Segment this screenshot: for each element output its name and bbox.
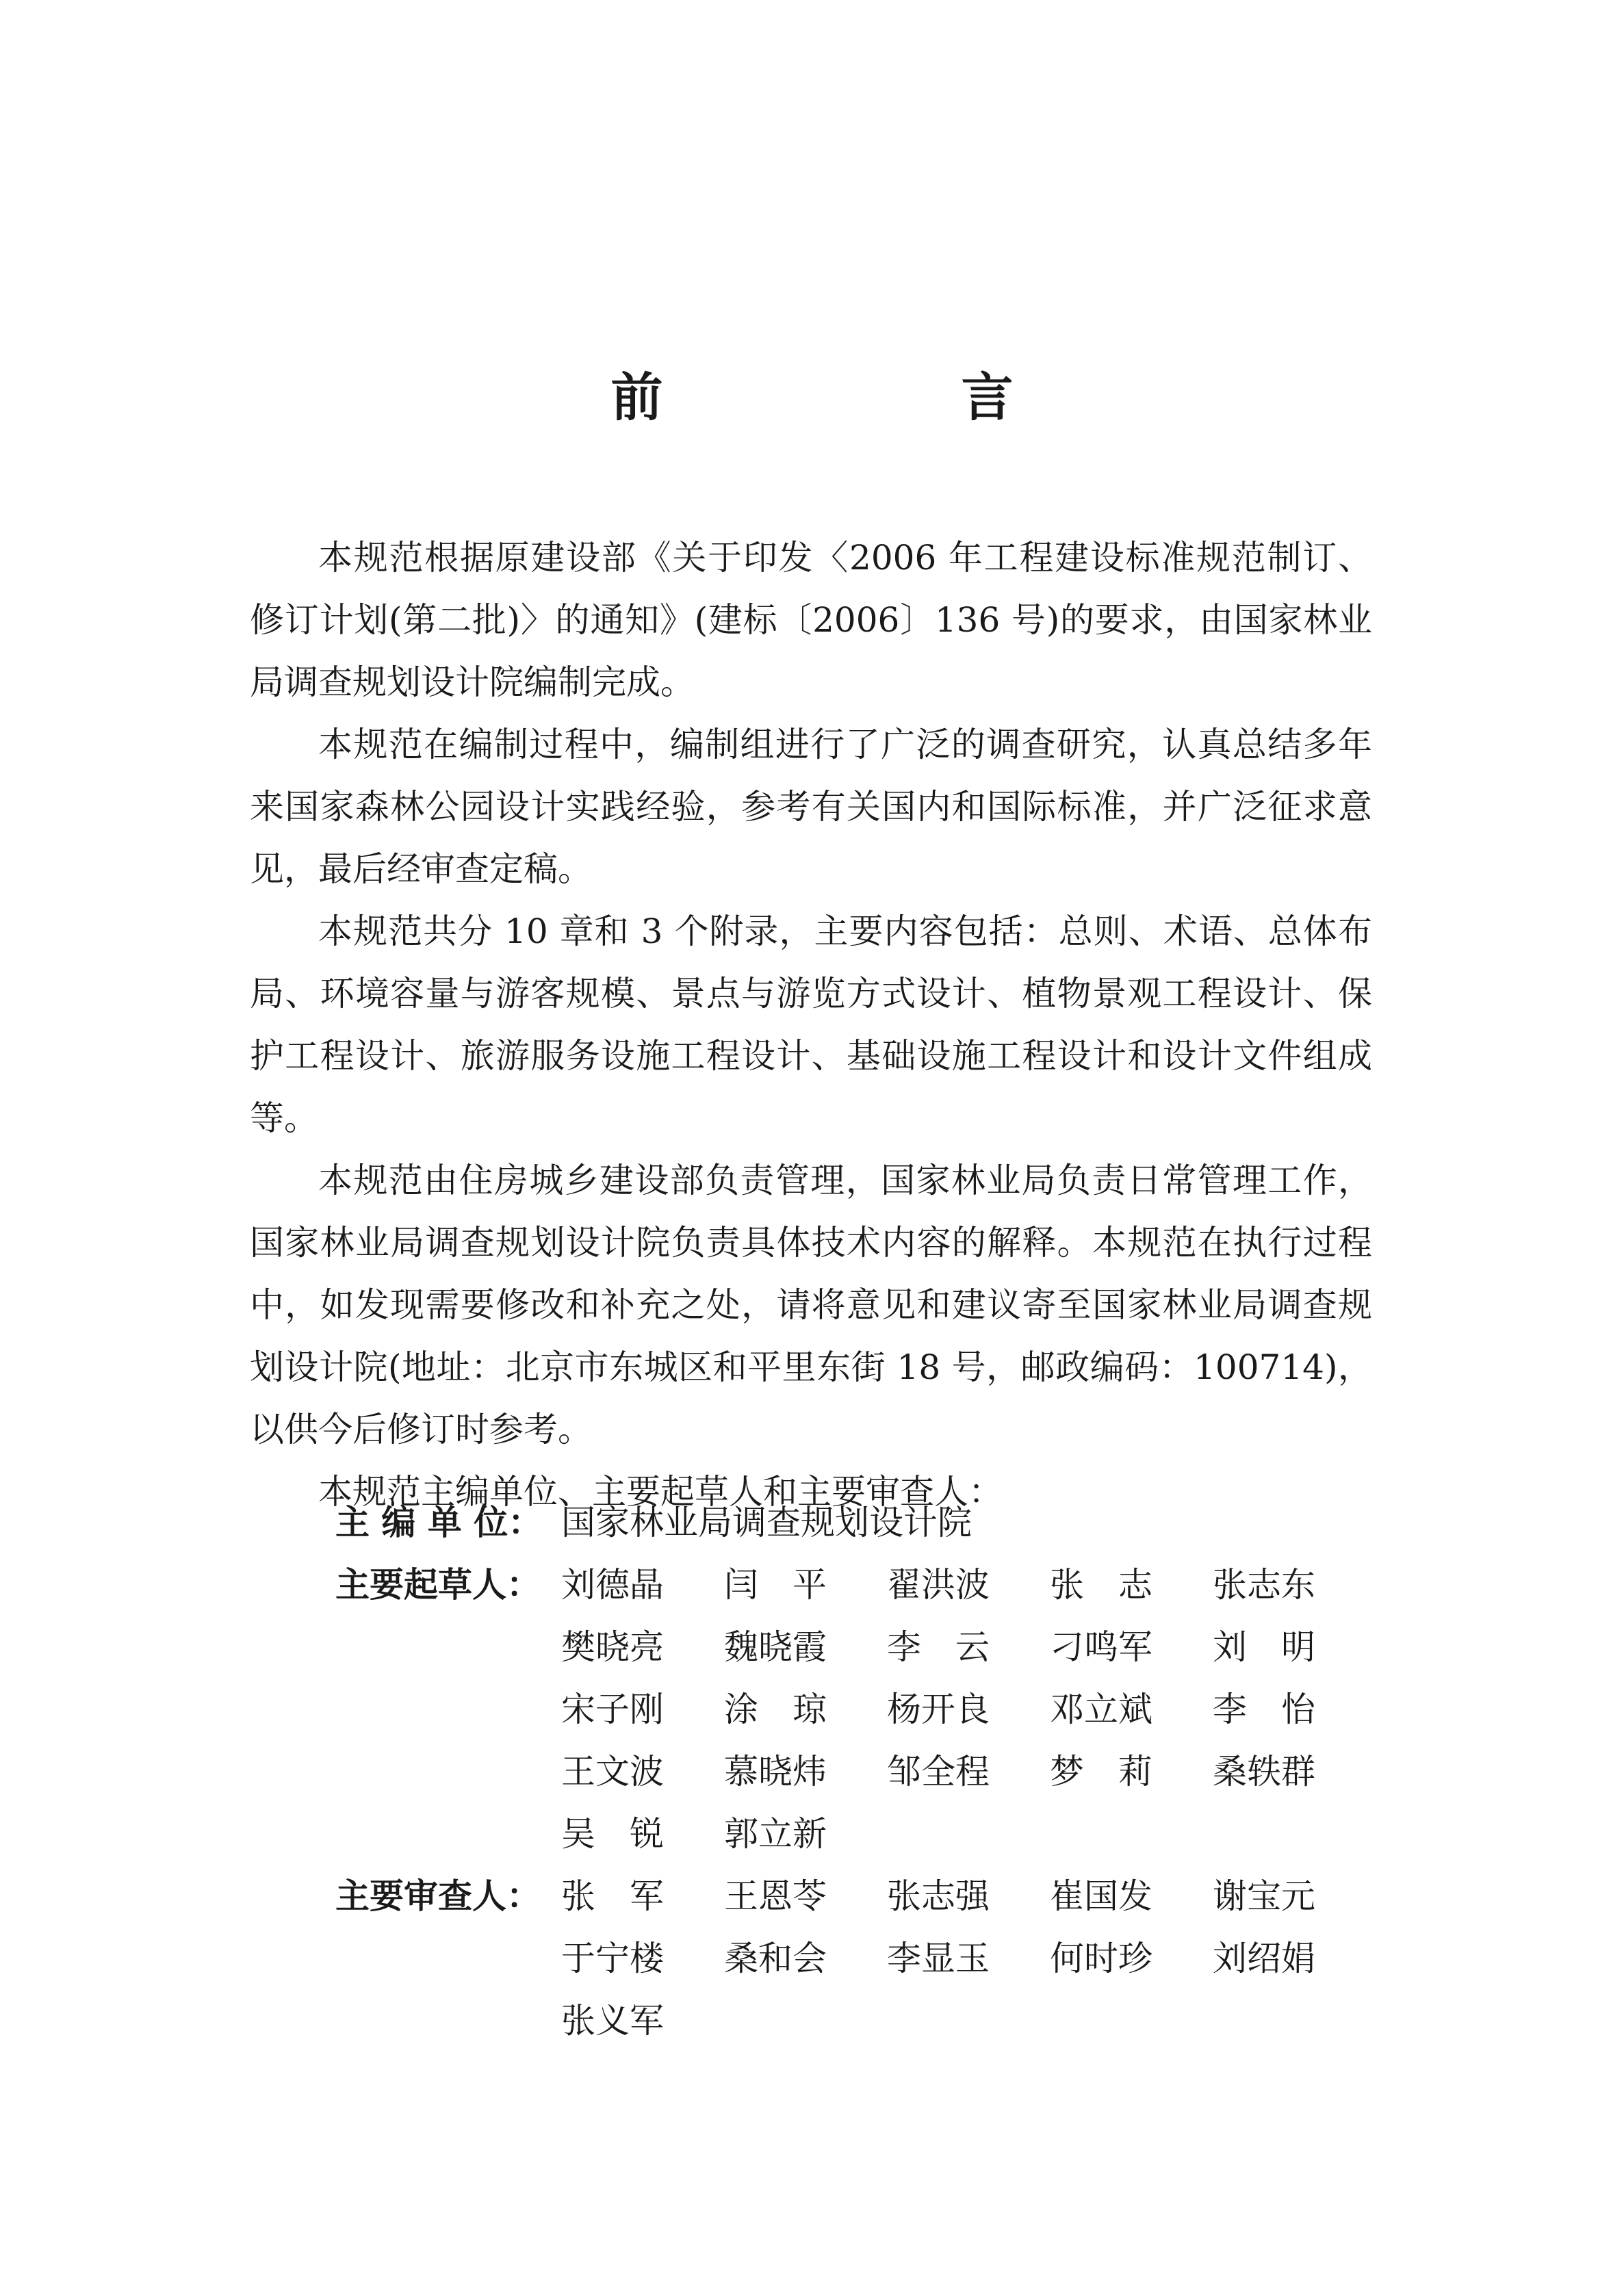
paragraph-2: 本规范在编制过程中，编制组进行了广泛的调查研究，认真总结多年来国家森林公园设计实践经验，参考有关国内和国际标准，并广泛征求意见，最后经审查定稿。 — [250, 725, 1372, 889]
drafter-name: 慕晓炜 — [724, 1752, 827, 1792]
paragraph-3: 本规范共分 10 章和 3 个附录，主要内容包括：总则、术语、总体布局、环境容量与游客规模、景点与游览方式设计、植物景观工程设计、保护工程设计、旅游服务设施工程设计、基础设施工程设计和设计文件组成等。 — [250, 911, 1372, 1138]
drafter-name: 杨开良 — [887, 1690, 990, 1729]
chief-unit-row — [335, 1492, 1376, 1554]
reviewers-names — [561, 1865, 1376, 2052]
drafter-name: 王文波 — [561, 1752, 664, 1792]
drafter-name: 刘德晶 — [561, 1565, 664, 1605]
drafter-name: 邓立斌 — [1050, 1690, 1152, 1729]
reviewer-name: 张义军 — [561, 2001, 664, 2041]
drafter-name: 梦 莉 — [1050, 1752, 1152, 1792]
drafter-name: 郭立新 — [724, 1814, 827, 1854]
drafter-name: 刘 明 — [1213, 1627, 1315, 1667]
reviewers-label: 主要审查人： — [335, 1876, 541, 1916]
reviewer-name: 崔国发 — [1050, 1876, 1152, 1916]
reviewer-name: 王恩苓 — [724, 1876, 827, 1916]
reviewer-name: 张 军 — [561, 1876, 664, 1916]
drafter-name: 张志东 — [1213, 1565, 1315, 1605]
reviewer-name: 桑和会 — [724, 1939, 827, 1978]
drafter-name: 樊晓亮 — [561, 1627, 664, 1667]
chief-unit-value: 国家林业局调查规划设计院 — [561, 1503, 972, 1542]
drafter-name: 涂 琼 — [724, 1690, 827, 1729]
drafter-name: 李 云 — [887, 1627, 990, 1667]
preface-body — [250, 527, 1372, 1523]
drafters-label: 主要起草人： — [335, 1565, 541, 1605]
drafter-name: 邹全程 — [887, 1752, 990, 1792]
paragraph-4: 本规范由住房城乡建设部负责管理，国家林业局负责日常管理工作，国家林业局调查规划设计院负责具体技术内容的解释。本规范在执行过程中，如发现需要修改和补充之处，请将意见和建议寄至国家林业局调查规划设计院(地址：北京市东城区和平里东街 18 号，邮政编码：100714)，以供今后修订时参考。 — [250, 1161, 1372, 1449]
drafter-name: 吴 锐 — [561, 1814, 664, 1854]
reviewer-name: 谢宝元 — [1213, 1876, 1315, 1916]
drafter-name: 桑轶群 — [1213, 1752, 1315, 1792]
drafters-names — [561, 1554, 1376, 1865]
reviewer-name: 张志强 — [887, 1876, 990, 1916]
chief-unit-label: 主 编 单 位： — [335, 1503, 543, 1542]
reviewers-row — [335, 1865, 1376, 2052]
drafter-name: 刁鸣军 — [1050, 1627, 1152, 1667]
paragraph-5: 本规范主编单位、主要起草人和主要审查人： — [318, 1472, 1003, 1512]
drafter-name: 魏晓霞 — [724, 1627, 827, 1667]
reviewer-name: 何时珍 — [1050, 1939, 1152, 1978]
page-title: 前 言 — [610, 367, 1137, 428]
paragraph-1: 本规范根据原建设部《关于印发〈2006 年工程建设标准规范制订、修订计划(第二批)〉的通知》(建标〔2006〕136 号)的要求，由国家林业局调查规划设计院编制完成。 — [250, 538, 1372, 702]
contributors — [335, 1492, 1376, 2052]
drafter-name: 宋子刚 — [561, 1690, 664, 1729]
drafter-name: 翟洪波 — [887, 1565, 990, 1605]
drafters-row — [335, 1554, 1376, 1865]
reviewer-name: 李显玉 — [887, 1939, 990, 1978]
reviewer-name: 刘绍娟 — [1213, 1939, 1315, 1978]
drafter-name: 张 志 — [1050, 1565, 1152, 1605]
reviewer-name: 于宁楼 — [561, 1939, 664, 1978]
drafter-name: 李 怡 — [1213, 1690, 1315, 1729]
drafter-name: 闫 平 — [724, 1565, 827, 1605]
